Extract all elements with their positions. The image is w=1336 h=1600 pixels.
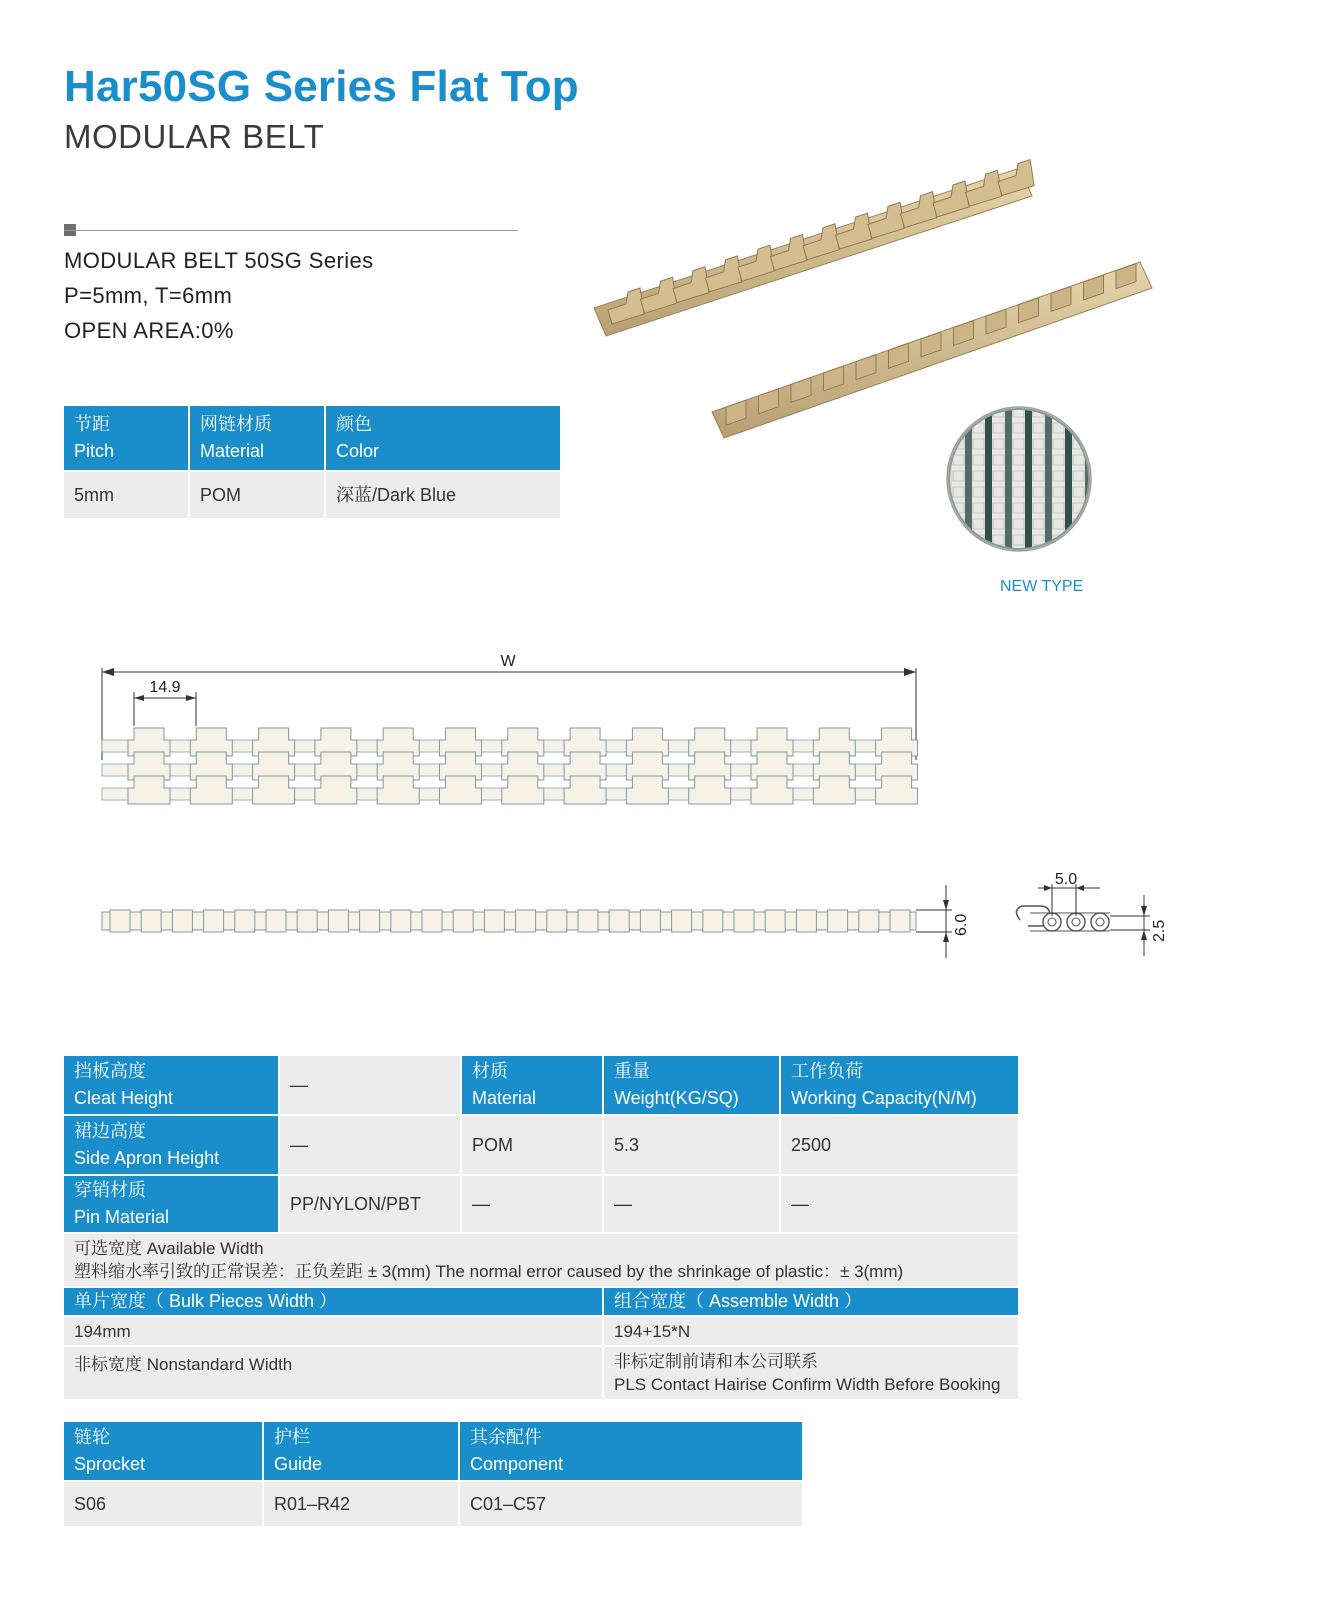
side-module <box>235 910 255 932</box>
module-outline <box>128 776 170 804</box>
module-outline <box>689 776 731 804</box>
module-outline <box>876 776 918 804</box>
side-module <box>796 910 816 932</box>
cell-guide: R01–R42 <box>263 1481 459 1527</box>
cell-cleat-height: — <box>279 1055 461 1115</box>
cell-working-capacity-2: — <box>780 1175 1019 1233</box>
header-material: 材质 Material <box>461 1055 603 1115</box>
side-module <box>578 910 598 932</box>
module-outline <box>502 776 544 804</box>
cell-material: POM <box>461 1115 603 1175</box>
belt-top-view-drawing <box>102 728 918 804</box>
side-module <box>391 910 411 932</box>
spec-series: MODULAR BELT 50SG Series <box>64 248 374 273</box>
cell-material-2: — <box>461 1175 603 1233</box>
module-outline <box>564 776 606 804</box>
module-outline <box>751 776 793 804</box>
side-module <box>328 910 348 932</box>
belt-side-view-drawing <box>102 910 916 932</box>
side-module <box>703 910 723 932</box>
spec-table <box>62 1054 1020 1401</box>
cell-color: 深蓝/Dark Blue <box>325 471 561 519</box>
cell-material: POM <box>189 471 325 519</box>
side-module <box>172 910 192 932</box>
side-module <box>516 910 536 932</box>
header-cleat-height: 挡板高度 Cleat Height <box>63 1055 279 1115</box>
cell-side-apron-height: — <box>279 1115 461 1175</box>
available-width-note <box>63 1233 1019 1287</box>
tolerance-note: 塑料缩水率引致的正常误差：正负差距 ± 3(mm) The normal error caused by the shrinkage of plastic：± 3(mm) <box>74 1262 904 1281</box>
new-type-label: NEW TYPE <box>1000 578 1084 595</box>
module-outline <box>253 776 295 804</box>
module-outline <box>377 776 419 804</box>
side-module <box>204 910 224 932</box>
cell-weight: 5.3 <box>603 1115 780 1175</box>
material-table <box>62 404 562 520</box>
divider-line <box>64 230 518 231</box>
header-side-apron-height: 裙边高度 Side Apron Height <box>63 1115 279 1175</box>
side-module <box>859 910 879 932</box>
module-outline <box>813 776 855 804</box>
cell-pitch: 5mm <box>63 471 189 519</box>
module-outline <box>626 776 668 804</box>
module-outline <box>315 776 357 804</box>
cell-weight-2: — <box>603 1175 780 1233</box>
page-subtitle: MODULAR BELT <box>64 118 325 155</box>
profile-pitch-label: 5.0 <box>1054 871 1078 888</box>
header-bulk-width: 单片宽度（ Bulk Pieces Width ） <box>63 1287 603 1316</box>
header-sprocket: 链轮 Sprocket <box>63 1421 263 1481</box>
width-dimension-label: W <box>500 653 516 670</box>
header-color: 颜色 Color <box>325 405 561 471</box>
side-module <box>765 910 785 932</box>
side-module <box>266 910 286 932</box>
side-module <box>110 910 130 932</box>
accessory-table <box>62 1420 804 1528</box>
side-module <box>890 910 910 932</box>
module-outline <box>440 776 482 804</box>
header-guide: 护栏 Guide <box>263 1421 459 1481</box>
side-module <box>422 910 442 932</box>
side-module <box>141 910 161 932</box>
available-width-label: 可选宽度 Available Width <box>74 1239 264 1258</box>
cell-nonstandard-note: 非标定制前请和本公司联系 PLS Contact Hairise Confirm Width Before Booking <box>603 1346 1019 1400</box>
spec-open-area: OPEN AREA:0% <box>64 318 234 343</box>
profile-height-label: 2.5 <box>1151 919 1168 942</box>
cell-sprocket: S06 <box>63 1481 263 1527</box>
page-title: Har50SG Series Flat Top <box>64 62 579 111</box>
thickness-dimension-label: 6.0 <box>953 913 970 936</box>
header-weight: 重量 Weight(KG/SQ) <box>603 1055 780 1115</box>
module-outline <box>190 776 232 804</box>
spec-pitch-thickness: P=5mm, T=6mm <box>64 283 233 308</box>
side-module <box>828 910 848 932</box>
header-pitch: 节距 Pitch <box>63 405 189 471</box>
header-material: 网链材质 Material <box>189 405 325 471</box>
side-module <box>360 910 380 932</box>
pitch-dimension-label: 14.9 <box>149 679 181 696</box>
new-type-detail-image <box>944 404 1094 554</box>
side-module <box>453 910 473 932</box>
header-working-capacity: 工作负荷 Working Capacity(N/M) <box>780 1055 1019 1115</box>
side-module <box>734 910 754 932</box>
belt-profile-drawing <box>1016 906 1110 931</box>
side-module <box>609 910 629 932</box>
cell-assemble-width: 194+15*N <box>603 1316 1019 1346</box>
side-module <box>484 910 504 932</box>
cell-nonstandard-width: 非标宽度 Nonstandard Width <box>63 1346 603 1400</box>
cell-bulk-width: 194mm <box>63 1316 603 1346</box>
cell-working-capacity: 2500 <box>780 1115 1019 1175</box>
technical-drawing <box>90 640 1200 970</box>
belt-top-view <box>594 160 1034 336</box>
side-module <box>547 910 567 932</box>
side-module <box>672 910 692 932</box>
header-assemble-width: 组合宽度（ Assemble Width ） <box>603 1287 1019 1316</box>
side-module <box>297 910 317 932</box>
header-pin-material: 穿销材质 Pin Material <box>63 1175 279 1233</box>
cell-component: C01–C57 <box>459 1481 803 1527</box>
cell-pin-material: PP/NYLON/PBT <box>279 1175 461 1233</box>
header-component: 其余配件 Component <box>459 1421 803 1481</box>
side-module <box>640 910 660 932</box>
